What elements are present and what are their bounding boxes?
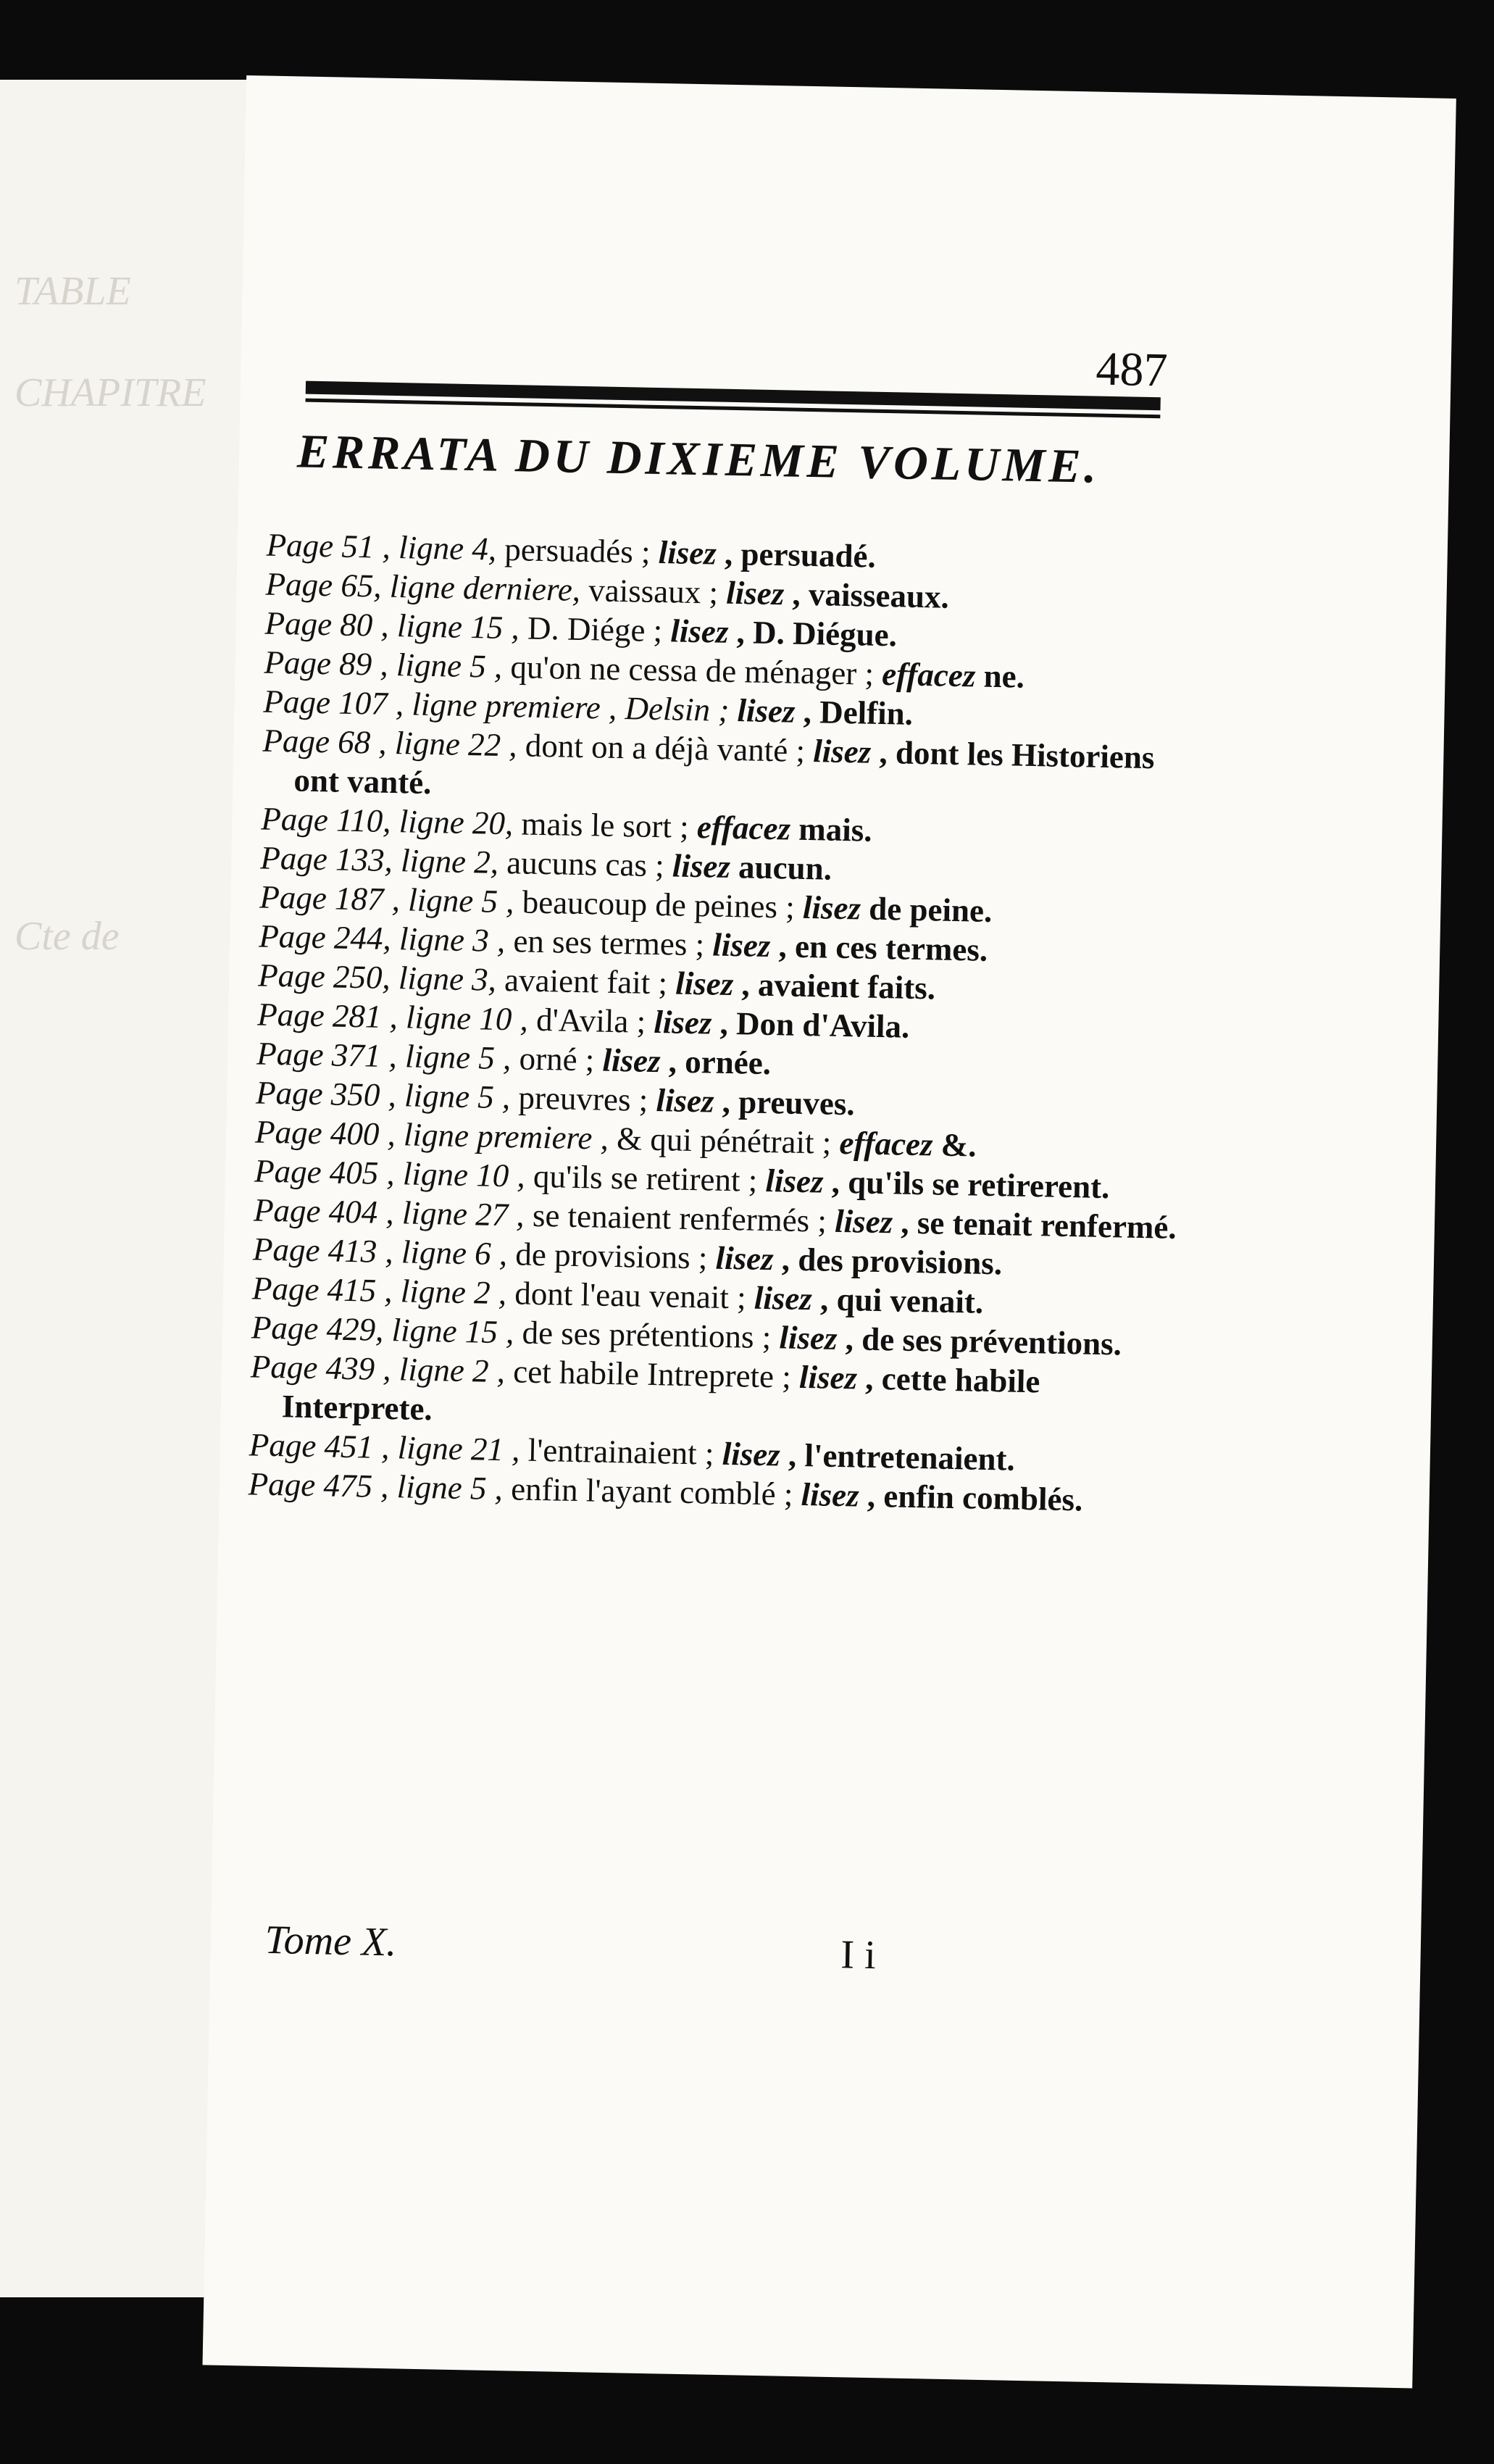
bleed-through-text: Cte de bbox=[14, 914, 120, 959]
errata-page-ref: Page 451 , ligne 21 , bbox=[249, 1426, 520, 1468]
errata-correction: , ornée. bbox=[660, 1043, 772, 1082]
errata-page-ref: Page 107 , ligne premiere , Delsin ; bbox=[263, 683, 730, 728]
errata-heading: ERRATA DU DIXIEME VOLUME. bbox=[296, 425, 1101, 494]
book-page bbox=[202, 75, 1456, 2388]
errata-wrong-text: de ses prétentions ; bbox=[513, 1314, 780, 1356]
signature-mark: I i bbox=[840, 1932, 877, 1978]
errata-page-ref: Page 404 , ligne 27 , bbox=[253, 1191, 525, 1233]
errata-page-ref: Page 400 , ligne premiere , bbox=[254, 1113, 609, 1157]
errata-page-ref: Page 51 , ligne 4, bbox=[266, 526, 497, 567]
errata-wrong-text: & qui pénétrait ; bbox=[608, 1120, 840, 1161]
errata-correction: , enfin comblés. bbox=[859, 1477, 1083, 1518]
errata-action: lisez bbox=[802, 888, 861, 927]
errata-correction: , en ces termes. bbox=[769, 928, 988, 968]
errata-correction: , qu'ils se retirerent. bbox=[823, 1163, 1110, 1206]
errata-action: lisez bbox=[725, 574, 785, 612]
errata-action: lisez bbox=[675, 965, 734, 1003]
errata-correction: aucun. bbox=[730, 848, 832, 887]
errata-correction: , persuadé. bbox=[716, 535, 877, 575]
errata-page-ref: Page 244, ligne 3 , bbox=[258, 917, 506, 960]
volume-label: Tome X. bbox=[264, 1917, 397, 1965]
errata-page-ref: Page 250, ligne 3, bbox=[257, 957, 497, 998]
errata-page-ref: Page 413 , ligne 6 , bbox=[252, 1231, 508, 1273]
errata-action: lisez bbox=[669, 612, 729, 650]
errata-action: effacez bbox=[839, 1124, 934, 1163]
errata-wrong-text: avaient fait ; bbox=[496, 961, 676, 1002]
errata-correction: , avaient faits. bbox=[733, 966, 936, 1007]
errata-correction: , vaisseaux. bbox=[783, 575, 950, 615]
errata-wrong-text: D. Diége ; bbox=[519, 609, 671, 649]
errata-wrong-text: enfin l'ayant comblé ; bbox=[502, 1470, 802, 1513]
errata-page-ref: Page 371 , ligne 5 , bbox=[256, 1035, 512, 1077]
errata-correction: , qui venait. bbox=[811, 1281, 984, 1320]
errata-wrong-text: cet habile Intreprete ; bbox=[504, 1353, 800, 1395]
errata-wrong-text: dont l'eau venait ; bbox=[506, 1275, 755, 1316]
errata-page-ref: Page 405 , ligne 10 , bbox=[254, 1152, 526, 1194]
errata-action: lisez bbox=[779, 1319, 838, 1357]
errata-page-ref: Page 89 , ligne 5 , bbox=[264, 644, 503, 685]
errata-action: lisez bbox=[602, 1041, 662, 1080]
errata-action: lisez bbox=[656, 1082, 714, 1120]
errata-correction: , preuves. bbox=[714, 1083, 856, 1123]
errata-action: lisez bbox=[658, 534, 717, 572]
errata-correction: , de ses préventions. bbox=[837, 1320, 1122, 1362]
errata-page-ref: Page 350 , ligne 5 , bbox=[255, 1074, 511, 1116]
errata-page-ref: Page 187 , ligne 5 , bbox=[259, 878, 515, 920]
errata-action: lisez bbox=[812, 733, 872, 770]
errata-action: lisez bbox=[834, 1202, 893, 1241]
errata-page-ref: Page 133, ligne 2, bbox=[259, 839, 499, 881]
errata-action: effacez bbox=[881, 655, 976, 694]
errata-correction: , Delfin. bbox=[795, 693, 914, 732]
errata-correction: , se tenait renfermé. bbox=[892, 1204, 1177, 1246]
errata-page-ref: Page 110, ligne 20, bbox=[260, 800, 514, 842]
errata-correction: mais. bbox=[790, 810, 872, 849]
errata-wrong-text: preuvres ; bbox=[509, 1079, 656, 1119]
errata-action: effacez bbox=[696, 809, 791, 847]
errata-wrong-text: en ses termes ; bbox=[504, 923, 713, 963]
errata-action: lisez bbox=[765, 1162, 824, 1200]
errata-page-ref: Page 475 , ligne 5 , bbox=[248, 1465, 504, 1507]
errata-correction: , cette habile Interprete. bbox=[281, 1360, 1040, 1428]
errata-action: lisez bbox=[798, 1358, 858, 1397]
errata-wrong-text: aucuns cas ; bbox=[498, 844, 673, 884]
errata-wrong-text: se tenaient renfermés ; bbox=[524, 1196, 835, 1239]
errata-page-ref: Page 281 , ligne 10 , bbox=[256, 996, 529, 1038]
errata-action: lisez bbox=[754, 1279, 813, 1318]
page-number: 487 bbox=[1095, 342, 1169, 397]
bleed-through-text: CHAPITRE bbox=[14, 370, 206, 415]
errata-page-ref: Page 439 , ligne 2 , bbox=[250, 1348, 506, 1390]
errata-action: lisez bbox=[715, 1239, 775, 1278]
errata-wrong-text: beaucoup de peines ; bbox=[514, 883, 804, 925]
errata-page-ref: Page 429, ligne 15 , bbox=[251, 1309, 514, 1351]
errata-correction: , l'entretenaient. bbox=[780, 1436, 1016, 1478]
errata-action: lisez bbox=[672, 847, 731, 885]
errata-wrong-text: orné ; bbox=[510, 1040, 604, 1078]
errata-action: lisez bbox=[653, 1004, 712, 1041]
errata-wrong-text: qu'on ne cessa de ménager ; bbox=[501, 648, 882, 692]
bleed-through-text: TABLE bbox=[14, 269, 131, 314]
errata-wrong-text: persuadés ; bbox=[496, 530, 659, 571]
errata-correction: ne. bbox=[975, 657, 1025, 695]
errata-correction: &. bbox=[932, 1126, 977, 1164]
errata-wrong-text: mais le sort ; bbox=[512, 805, 698, 846]
errata-action: lisez bbox=[711, 926, 771, 965]
errata-action: lisez bbox=[722, 1435, 781, 1473]
errata-page-ref: Page 68 , ligne 22 , bbox=[262, 722, 518, 764]
errata-correction: , des provisions. bbox=[773, 1241, 1003, 1282]
errata-page-ref: Page 65, ligne derniere, bbox=[265, 565, 581, 608]
errata-wrong-text: vaissaux ; bbox=[580, 571, 727, 611]
errata-correction: de peine. bbox=[860, 890, 993, 929]
errata-page-ref: Page 80 , ligne 15 , bbox=[264, 604, 520, 646]
errata-correction: , dont les Historiens ont vanté. bbox=[293, 733, 1155, 802]
errata-correction: , D. Diégue. bbox=[727, 613, 898, 654]
errata-wrong-text: l'entrainaient ; bbox=[519, 1431, 723, 1472]
errata-correction: , Don d'Avila. bbox=[711, 1004, 910, 1045]
errata-wrong-text: de provisions ; bbox=[506, 1236, 717, 1276]
errata-wrong-text: dont on a déjà vanté ; bbox=[517, 727, 814, 770]
errata-list bbox=[248, 525, 1209, 1522]
errata-wrong-text: qu'ils se retirent ; bbox=[525, 1157, 766, 1199]
errata-action: lisez bbox=[737, 692, 796, 730]
errata-wrong-text: d'Avila ; bbox=[527, 1001, 654, 1040]
errata-page-ref: Page 415 , ligne 2 , bbox=[251, 1270, 507, 1312]
errata-action: lisez bbox=[801, 1476, 860, 1514]
header-rule bbox=[306, 381, 1161, 419]
